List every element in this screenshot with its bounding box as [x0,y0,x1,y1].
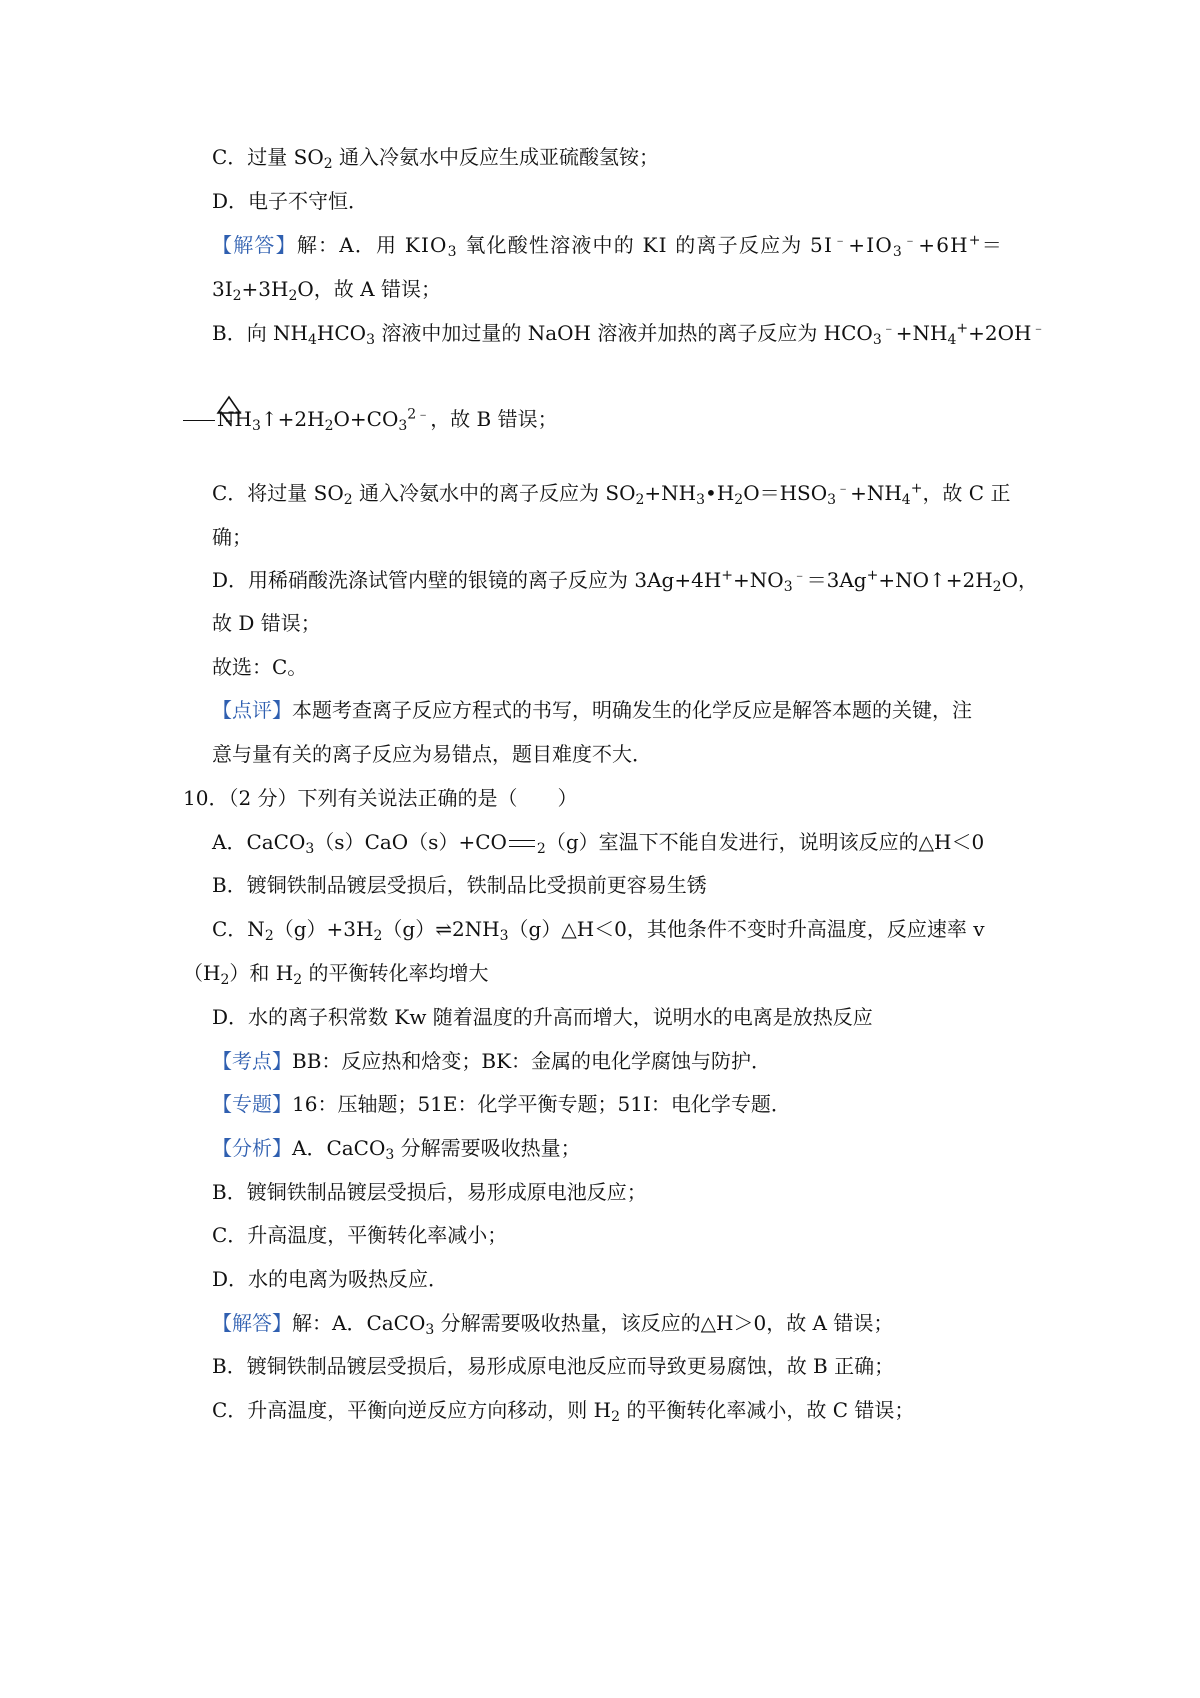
text-run: 解：A．用 KIO [296,233,448,257]
answer-a-continuation [212,276,441,305]
text-run: O， [1001,568,1038,592]
analysis-section-line [212,1135,581,1164]
text-run: +3H [241,277,289,301]
text-run: +2OH [968,321,1032,345]
text-run: +NO [733,568,784,592]
answer-c-continuation [212,524,252,550]
text-run: + [721,567,734,584]
text-run: 分解需要吸收热量； [394,1136,581,1160]
text-run: BB：反应热和焓变；BK：金属的电化学腐蚀与防护． [292,1049,772,1073]
section-tag: 【点评】 [212,698,292,722]
comment-section-line [212,697,972,723]
text-run: 3 [425,1322,435,1339]
text-run: •H [705,481,735,505]
text-run: （H [183,961,221,985]
text-run: +NH [850,481,902,505]
text-run: 2 [293,972,303,989]
text-run: +NH [644,481,697,505]
text-run: 2 [220,972,230,989]
text-run: 的平衡转化率均增大 [302,961,489,985]
text-run: + [968,232,982,249]
text-run: D．水的离子积常数 Kw 随着温度的升高而增大，说明水的电离是放热反应 [212,1005,873,1029]
text-run: +6H [918,233,969,257]
answer-b-line [212,320,1046,349]
text-run: ﹣ [792,567,807,584]
text-run: 10．（2 分）下列有关说法正确的是（ ） [183,786,578,810]
text-run: 4 [947,332,957,349]
section-tag: 【解答】 [212,233,297,257]
text-run: 2 [323,156,333,173]
text-run: + [910,480,923,497]
text-run: 2 [232,288,242,305]
text-run: + [866,567,879,584]
text-run: 3 [398,418,408,435]
question-10-option-c [212,916,985,945]
text-run: 2﹣ [407,406,431,423]
text-run: 3I [212,277,233,301]
option-d-analysis-line [212,188,368,214]
text-run: 2 [635,492,645,509]
text-run: +NO↑+2H [878,568,993,592]
text-run: 3 [366,332,375,349]
text-run: 3 [783,579,793,596]
text-run: + [956,320,969,337]
section-tag: 【解答】 [212,1311,292,1335]
text-run: 3 [447,244,458,261]
solution-b-line [212,1353,894,1379]
text-run: ，故 C 正 [922,481,1011,505]
text-run: 2 [536,841,546,858]
analysis-d-line [212,1266,448,1292]
section-tag: 【专题】 [212,1092,292,1116]
text-run: 溶液中加过量的 NaOH 溶液并加热的离子反应为 HCO [374,321,873,345]
text-run: ﹣ [833,232,849,249]
text-run: 16：压轴题；51E：化学平衡专题；51I：电化学专题． [292,1092,791,1116]
question-10-option-c-continuation [183,960,489,989]
text-run: 2 [343,492,353,509]
text-run: （g）室温下不能自发进行，说明该反应的△H＜0 [545,830,985,854]
text-run: 分解需要吸收热量，该反应的△H＞0，故 A 错误； [434,1311,894,1335]
text-run: 解：A．CaCO [292,1311,426,1335]
text-run: O+CO [333,407,399,431]
text-run: 本题考查离子反应方程式的书写，明确发生的化学反应是解答本题的关键，注 [292,698,972,722]
text-run: （g）△H＜0，其他条件不变时升高温度，反应速率 v [508,917,985,941]
text-run: +IO [848,233,893,257]
text-run: ﹣ [903,232,919,249]
text-run: A．CaCO [292,1136,386,1160]
question-10-option-b [212,872,707,898]
text-run: 3 [385,1147,395,1164]
text-run: 确； [212,525,252,549]
answer-b-continuation [183,406,558,435]
reaction-equals-sign [509,840,535,847]
answer-d-line [212,567,1038,596]
text-run: 故 D 错误； [212,611,321,635]
text-run: HCO [316,321,367,345]
topic-line [212,1091,791,1117]
question-10-stem [183,785,578,811]
text-run: 2 [288,288,298,305]
text-run: 3 [696,492,706,509]
text-run: 的平衡转化率减小，故 C 错误； [620,1398,915,1422]
knowledge-point-line [212,1048,771,1074]
text-run: 3 [827,492,837,509]
text-run: 2 [734,492,744,509]
text-run: 2 [611,1409,621,1426]
text-run: C．升高温度，平衡向逆反应方向移动，则 H [212,1398,612,1422]
analysis-b-line [212,1179,647,1205]
text-run: ＝3Ag [806,568,867,592]
text-run: 2 [324,418,334,435]
text-run: 通入冷氨水中的离子反应为 SO [352,481,636,505]
text-run: ↑+2H [260,407,325,431]
text-run: ﹣ [1031,320,1046,337]
text-run: D．用稀硝酸洗涤试管内壁的银镜的离子反应为 3Ag+4H [212,568,722,592]
solution-c-line [212,1397,915,1426]
text-run: B．镀铜铁制品镀层受损后，易形成原电池反应； [212,1180,647,1204]
text-run: CaO（s）+CO [364,830,507,854]
text-run: 4 [308,332,317,349]
section-tag: 【分析】 [212,1136,292,1160]
text-run: 3 [872,332,882,349]
text-run: ，故 B 错误； [430,407,558,431]
text-run: 2 [373,928,383,945]
text-run: NH [217,407,252,431]
text-run: D．水的电离为吸热反应． [212,1267,449,1291]
text-run: （g）+3H [273,917,374,941]
section-tag: 【考点】 [212,1049,292,1073]
answer-choice-line [212,654,307,680]
text-run: 4 [901,492,911,509]
text-run: B．向 NH [212,321,308,345]
text-run: 通入冷氨水中反应生成亚硫酸氢铵； [332,145,660,169]
text-run: O＝HSO [743,481,828,505]
text-run: +NH [895,321,948,345]
analysis-c-line [212,1222,507,1248]
answer-c-line [212,480,1011,509]
text-run: ）和 H [229,961,294,985]
text-run: C．过量 SO [212,145,324,169]
text-run: O，故 A 错误； [297,277,441,301]
text-run: 3 [499,928,509,945]
reaction-arrow-line [183,420,215,421]
text-run: 2 [264,928,274,945]
text-run: （g）⇌2NH [382,917,500,941]
text-run: 3 [251,418,261,435]
text-run: ＝ [981,233,1003,257]
question-10-option-d [212,1004,873,1030]
question-10-option-a [212,829,985,858]
text-run: 故选：C。 [212,655,308,679]
text-run: 意与量有关的离子反应为易错点，题目难度不大． [212,742,652,766]
text-run: C．升高温度，平衡转化率减小； [212,1223,508,1247]
text-run: B．镀铜铁制品镀层受损后，易形成原电池反应而导致更易腐蚀，故 B 正确； [212,1354,895,1378]
comment-continuation [212,741,652,767]
text-run: 3 [892,244,904,261]
text-run: D．电子不守恒． [212,189,369,213]
text-run: 3 [305,841,315,858]
text-run: C．N [212,917,265,941]
text-run: ﹣ [881,320,896,337]
text-run: 2 [992,579,1002,596]
text-run: A．CaCO [212,830,306,854]
text-run: ﹣ [836,480,851,497]
text-run: （s） [314,830,365,854]
text-run: C．将过量 SO [212,481,344,505]
answer-d-continuation [212,610,321,636]
answer-section-line [212,232,1003,261]
option-c-analysis-line [212,144,660,173]
text-run: 氧化酸性溶液中的 KI 的离子反应为 5I [457,233,834,257]
solution-a-line [212,1310,894,1339]
text-run: B．镀铜铁制品镀层受损后，铁制品比受损前更容易生锈 [212,873,707,897]
